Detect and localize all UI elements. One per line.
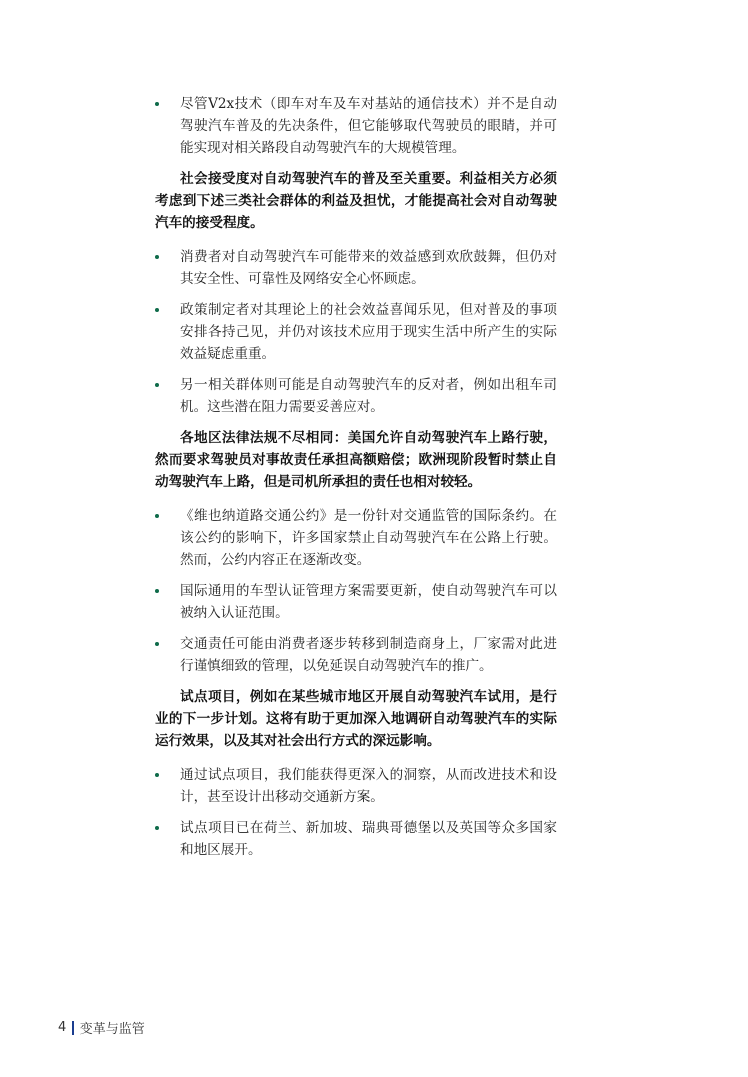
bullet-icon — [155, 255, 159, 259]
bullet-icon — [155, 826, 159, 830]
bullet-text: 消费者对自动驾驶汽车可能带来的效益感到欢欣鼓舞，但仍对其安全性、可靠性及网络安全心怀顾虑。 — [180, 249, 557, 287]
bold-paragraph: 各地区法律法规不尽相同：美国允许自动驾驶汽车上路行驶，然而要求驾驶员对事故责任承担高额赔偿；欧洲现阶段暂时禁止自动驾驶汽车上路，但是司机所承担的责任也相对较轻。 — [155, 430, 557, 490]
bullet-item — [155, 374, 557, 418]
bullet-text: 试点项目已在荷兰、新加坡、瑞典哥德堡以及英国等众多国家和地区展开。 — [180, 820, 557, 858]
bullet-icon — [155, 383, 159, 387]
bullet-item — [155, 580, 557, 624]
bullet-item — [155, 817, 557, 861]
bullet-text: 通过试点项目，我们能获得更深入的洞察，从而改进技术和设计，甚至设计出移动交通新方案。 — [180, 767, 557, 805]
bullet-item — [155, 93, 557, 159]
section-title: 变革与监管 — [79, 1022, 145, 1037]
bold-paragraph: 社会接受度对自动驾驶汽车的普及至关重要。利益相关方必须考虑到下述三类社会群体的利益及担忧，才能提高社会对自动驾驶汽车的接受程度。 — [155, 171, 557, 231]
footer-separator — [72, 1021, 74, 1035]
bullet-icon — [155, 642, 159, 646]
bullet-item — [155, 764, 557, 808]
bullet-text: 交通责任可能由消费者逐步转移到制造商身上，厂家需对此进行谨慎细致的管理，以免延误自动驾驶汽车的推广。 — [180, 636, 557, 674]
bullet-item — [155, 505, 557, 571]
bullet-item — [155, 246, 557, 290]
page-footer — [58, 1018, 145, 1037]
page-number: 4 — [58, 1020, 67, 1035]
bullet-text: 另一相关群体则可能是自动驾驶汽车的反对者，例如出租车司机。这些潜在阻力需要妥善应对。 — [180, 377, 557, 415]
bullet-icon — [155, 514, 159, 518]
bullet-text: 国际通用的车型认证管理方案需要更新，使自动驾驶汽车可以被纳入认证范围。 — [180, 583, 557, 621]
bullet-text: 尽管V2x技术（即车对车及车对基站的通信技术）并不是自动驾驶汽车普及的先决条件，但它能够取代驾驶员的眼睛，并可能实现对相关路段自动驾驶汽车的大规模管理。 — [180, 96, 557, 156]
bullet-text: 政策制定者对其理论上的社会效益喜闻乐见，但对普及的事项安排各持己见，并仍对该技术应用于现实生活中所产生的实际效益疑虑重重。 — [180, 302, 557, 362]
bullet-item — [155, 299, 557, 365]
bold-paragraph: 试点项目，例如在某些城市地区开展自动驾驶汽车试用，是行业的下一步计划。这将有助于更加深入地调研自动驾驶汽车的实际运行效果，以及其对社会出行方式的深远影响。 — [155, 689, 557, 749]
document-body — [155, 93, 557, 870]
bullet-icon — [155, 308, 159, 312]
bullet-icon — [155, 102, 159, 106]
bullet-item — [155, 633, 557, 677]
bullet-icon — [155, 773, 159, 777]
bullet-text: 《维也纳道路交通公约》是一份针对交通监管的国际条约。在该公约的影响下，许多国家禁止自动驾驶汽车在公路上行驶。然而，公约内容正在逐渐改变。 — [180, 508, 557, 568]
bullet-icon — [155, 589, 159, 593]
